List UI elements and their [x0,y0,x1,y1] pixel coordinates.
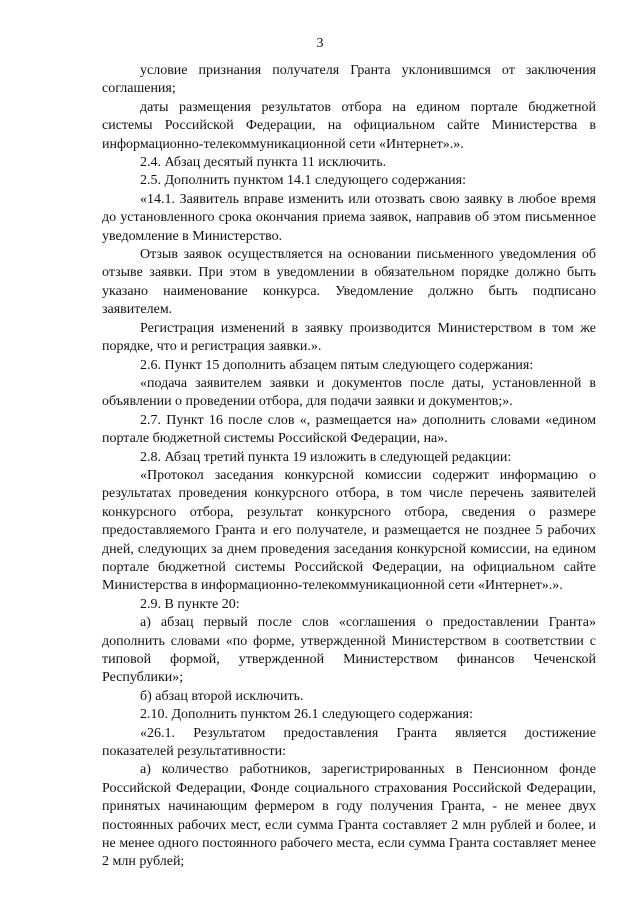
paragraph: условие признания получателя Гранта уклонившимся от заключения соглашения; [102,63,596,97]
paragraph: даты размещения результатов отбора на едином портале бюджетной системы Российской Федерации, на официальном сайте Министерства в информационно-телекоммуникационной сети «Интернет».». [102,99,596,152]
paragraph: Регистрация изменений в заявку производится Министерством в том же порядке, что и регистрация заявки.». [102,320,596,355]
paragraph: 2.8. Абзац третий пункта 19 изложить в следующей редакции: [140,449,512,465]
paragraph: а) количество работников, зарегистрированных в Пенсионном фонде Российской Федерации, Фонде социального страхования Российской Федерации, принятых начинающим фермером в году получения Гранта, - не менее двух постоянных рабочих мест, если сумма Гранта составляет 2 млн рублей и более, и не менее одного постоянного рабочего места, если сумма Гранта составляет менее 2 млн рублей; [102,762,596,870]
page-number: 3 [316,36,324,51]
paragraph: б) абзац второй исключить. [140,688,304,704]
paragraph: 2.9. В пункте 20: [140,596,240,612]
paragraph: Отзыв заявок осуществляется на основании письменного уведомления об отзыве заявки. При этом в уведомлении в обязательном порядке должно быть указано наименование конкурса. Уведомление должно быть подписано заявителем. [102,247,596,318]
paragraph: а) абзац первый после слов «соглашения о предоставлении Гранта» дополнить словами «по форме, утвержденной Министерством в соответствии с типовой формой, утвержденной Министерством финансов Чеченской Республики»; [102,615,596,686]
paragraph: 2.5. Дополнить пунктом 14.1 следующего содержания: [140,173,467,189]
paragraph: «Протокол заседания конкурсной комиссии содержит информацию о результатах проведения конкурсного отбора, в том числе перечень заявителей конкурсного отбора, результат конкурсного отбора, сведения о размере предоставляемого Гранта и его получателе, и размещается не позднее 5 рабочих дней, следующих за днем проведения заседания конкурсной комиссии, на едином портале бюджетной системы Российской Федерации, на официальном сайте Министерства в информационно-телекоммуникационной сети «Интернет».». [102,467,596,594]
paragraph: 2.10. Дополнить пунктом 26.1 следующего содержания: [140,707,474,723]
document-body [102,62,596,872]
paragraph: 2.4. Абзац десятый пункта 11 исключить. [140,155,387,171]
paragraph: «26.1. Результатом предоставления Гранта является достижение показателей результативности: [102,725,596,760]
paragraph: 2.7. Пункт 16 после слов «, размещается на» дополнить словами «едином портале бюджетной системы Российской Федерации, на». [102,412,596,447]
paragraph: 2.6. Пункт 15 дополнить абзацем пятым следующего содержания: [140,357,534,373]
paragraph: «14.1. Заявитель вправе изменить или отозвать свою заявку в любое время до установленного срока окончания приема заявок, направив об этом письменное уведомление в Министерство. [102,191,596,244]
paragraph: «подача заявителем заявки и документов после даты, установленной в объявлении о проведении отбора, для подачи заявки и документов;». [102,375,596,410]
